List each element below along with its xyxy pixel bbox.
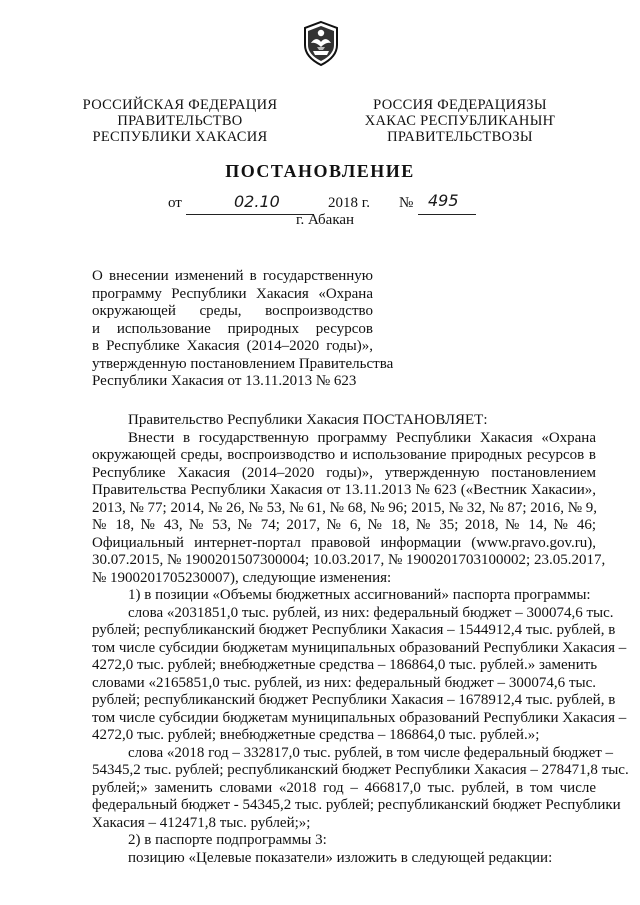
header-right-line: ХАКАС РЕСПУБЛИКАНЫҤ xyxy=(364,113,556,129)
body-line: том числе субсидии бюджетам муниципальных образований Республики Хакасия – xyxy=(92,709,627,726)
body-line: 54345,2 тыс. рублей; республиканский бюджет Республики Хакасия – 278471,8 тыс. xyxy=(92,762,629,778)
body-line: рублей;» заменить словами «2018 год – 466817,0 тыс. рублей, в том числе xyxy=(92,779,596,796)
subject-line: утвержденную постановлением Правительства xyxy=(92,355,394,372)
document-body xyxy=(92,412,629,867)
body-line: № 18, № 43, № 53, № 74; 2017, № 6, № 18, № 35; 2018, № 14, № 46; xyxy=(92,517,596,533)
body-line: слова «2031851,0 тыс. рублей, из них: федеральный бюджет – 300074,6 тыс. xyxy=(128,604,614,621)
header-right-line: ПРАВИТЕЛЬСТВОЗЫ xyxy=(387,129,533,145)
city: г. Абакан xyxy=(296,212,355,228)
header-left xyxy=(80,97,280,145)
body-line: окружающей среды, воспроизводство и использование природных ресурсов в xyxy=(92,447,596,463)
body-line: 2) в паспорте подпрограммы 3: xyxy=(128,832,327,848)
subject-line: программу Республики Хакасия «Охрана xyxy=(92,285,373,302)
subject-line: в Республике Хакасия (2014–2020 годы)», xyxy=(92,338,373,354)
coat-of-arms-icon xyxy=(297,19,345,67)
header-right-line: РОССИЯ ФЕДЕРАЦИЯЗЫ xyxy=(373,97,547,113)
body-line: Республике Хакасия (2014–2020 годы)», утвержденную постановлением xyxy=(92,464,596,481)
subject-line: и использование природных ресурсов xyxy=(92,320,373,337)
number-label: № xyxy=(399,195,414,211)
body-line: словами «2165851,0 тыс. рублей, из них: федеральный бюджет – 300074,6 тыс. xyxy=(92,674,596,691)
body-line: позицию «Целевые показатели» изложить в следующей редакции: xyxy=(128,849,553,866)
body-line: рублей; республиканский бюджет Республики Хакасия – 1678912,4 тыс. рублей, в xyxy=(92,692,616,708)
body-line: Правительства Республики Хакасия от 13.11.2013 № 623 («Вестник Хакасии», xyxy=(92,482,596,498)
body-line: федеральный бюджет - 54345,2 тыс. рублей; республиканский бюджет Республики xyxy=(92,797,621,813)
date-prefix: от xyxy=(168,195,182,211)
subject-line: окружающей среды, воспроизводство xyxy=(92,303,373,319)
body-line: Правительство Республики Хакасия ПОСТАНОВЛЯЕТ: xyxy=(128,412,488,428)
body-line: 2013, № 77; 2014, № 26, № 53, № 61, № 68, № 96; 2015, № 32, № 87; 2016, № 9, xyxy=(92,499,598,516)
document-title: ПОСТАНОВЛЕНИЕ xyxy=(225,161,415,181)
body-line: 30.07.2015, № 1900201507300004; 10.03.2017, № 1900201703100002; 23.05.2017, xyxy=(92,552,606,568)
body-line: 4272,0 тыс. рублей; внебюджетные средства – 186864,0 тыс. рублей.»; xyxy=(92,727,540,743)
header-left-line: ПРАВИТЕЛЬСТВО xyxy=(117,113,243,129)
body-line: том числе субсидии бюджетам муниципальных образований Республики Хакасия – xyxy=(92,639,627,656)
body-line: рублей; республиканский бюджет Республики Хакасия – 1544912,4 тыс. рублей, в xyxy=(92,622,616,638)
subject-block xyxy=(92,268,394,391)
header-right xyxy=(360,97,560,145)
date-handwritten: 02.10 xyxy=(234,192,280,211)
body-line: 1) в позиции «Объемы бюджетных ассигнований» паспорта программы: xyxy=(128,587,591,603)
body-line: слова «2018 год – 332817,0 тыс. рублей, в том числе федеральный бюджет – xyxy=(128,744,614,761)
subject-line: О внесении изменений в государственную xyxy=(92,268,373,284)
body-line: № 1900201705230007), следующие изменения: xyxy=(92,569,392,586)
body-line: Внести в государственную программу Республики Хакасия «Охрана xyxy=(128,429,596,446)
year-text: 2018 г. xyxy=(328,195,370,211)
number-handwritten: 495 xyxy=(428,191,459,210)
subject-line: Республики Хакасия от 13.11.2013 № 623 xyxy=(92,373,357,389)
body-line: Хакасия – 412471,8 тыс. рублей;»; xyxy=(92,814,311,831)
header-left-line: РОССИЙСКАЯ ФЕДЕРАЦИЯ xyxy=(82,97,278,113)
header-left-line: РЕСПУБЛИКИ ХАКАСИЯ xyxy=(92,129,268,145)
body-line: 4272,0 тыс. рублей; внебюджетные средства – 186864,0 тыс. рублей.» заменить xyxy=(92,657,598,673)
body-line: Официальный интернет-портал правовой информации (www.pravo.gov.ru), xyxy=(92,534,596,551)
